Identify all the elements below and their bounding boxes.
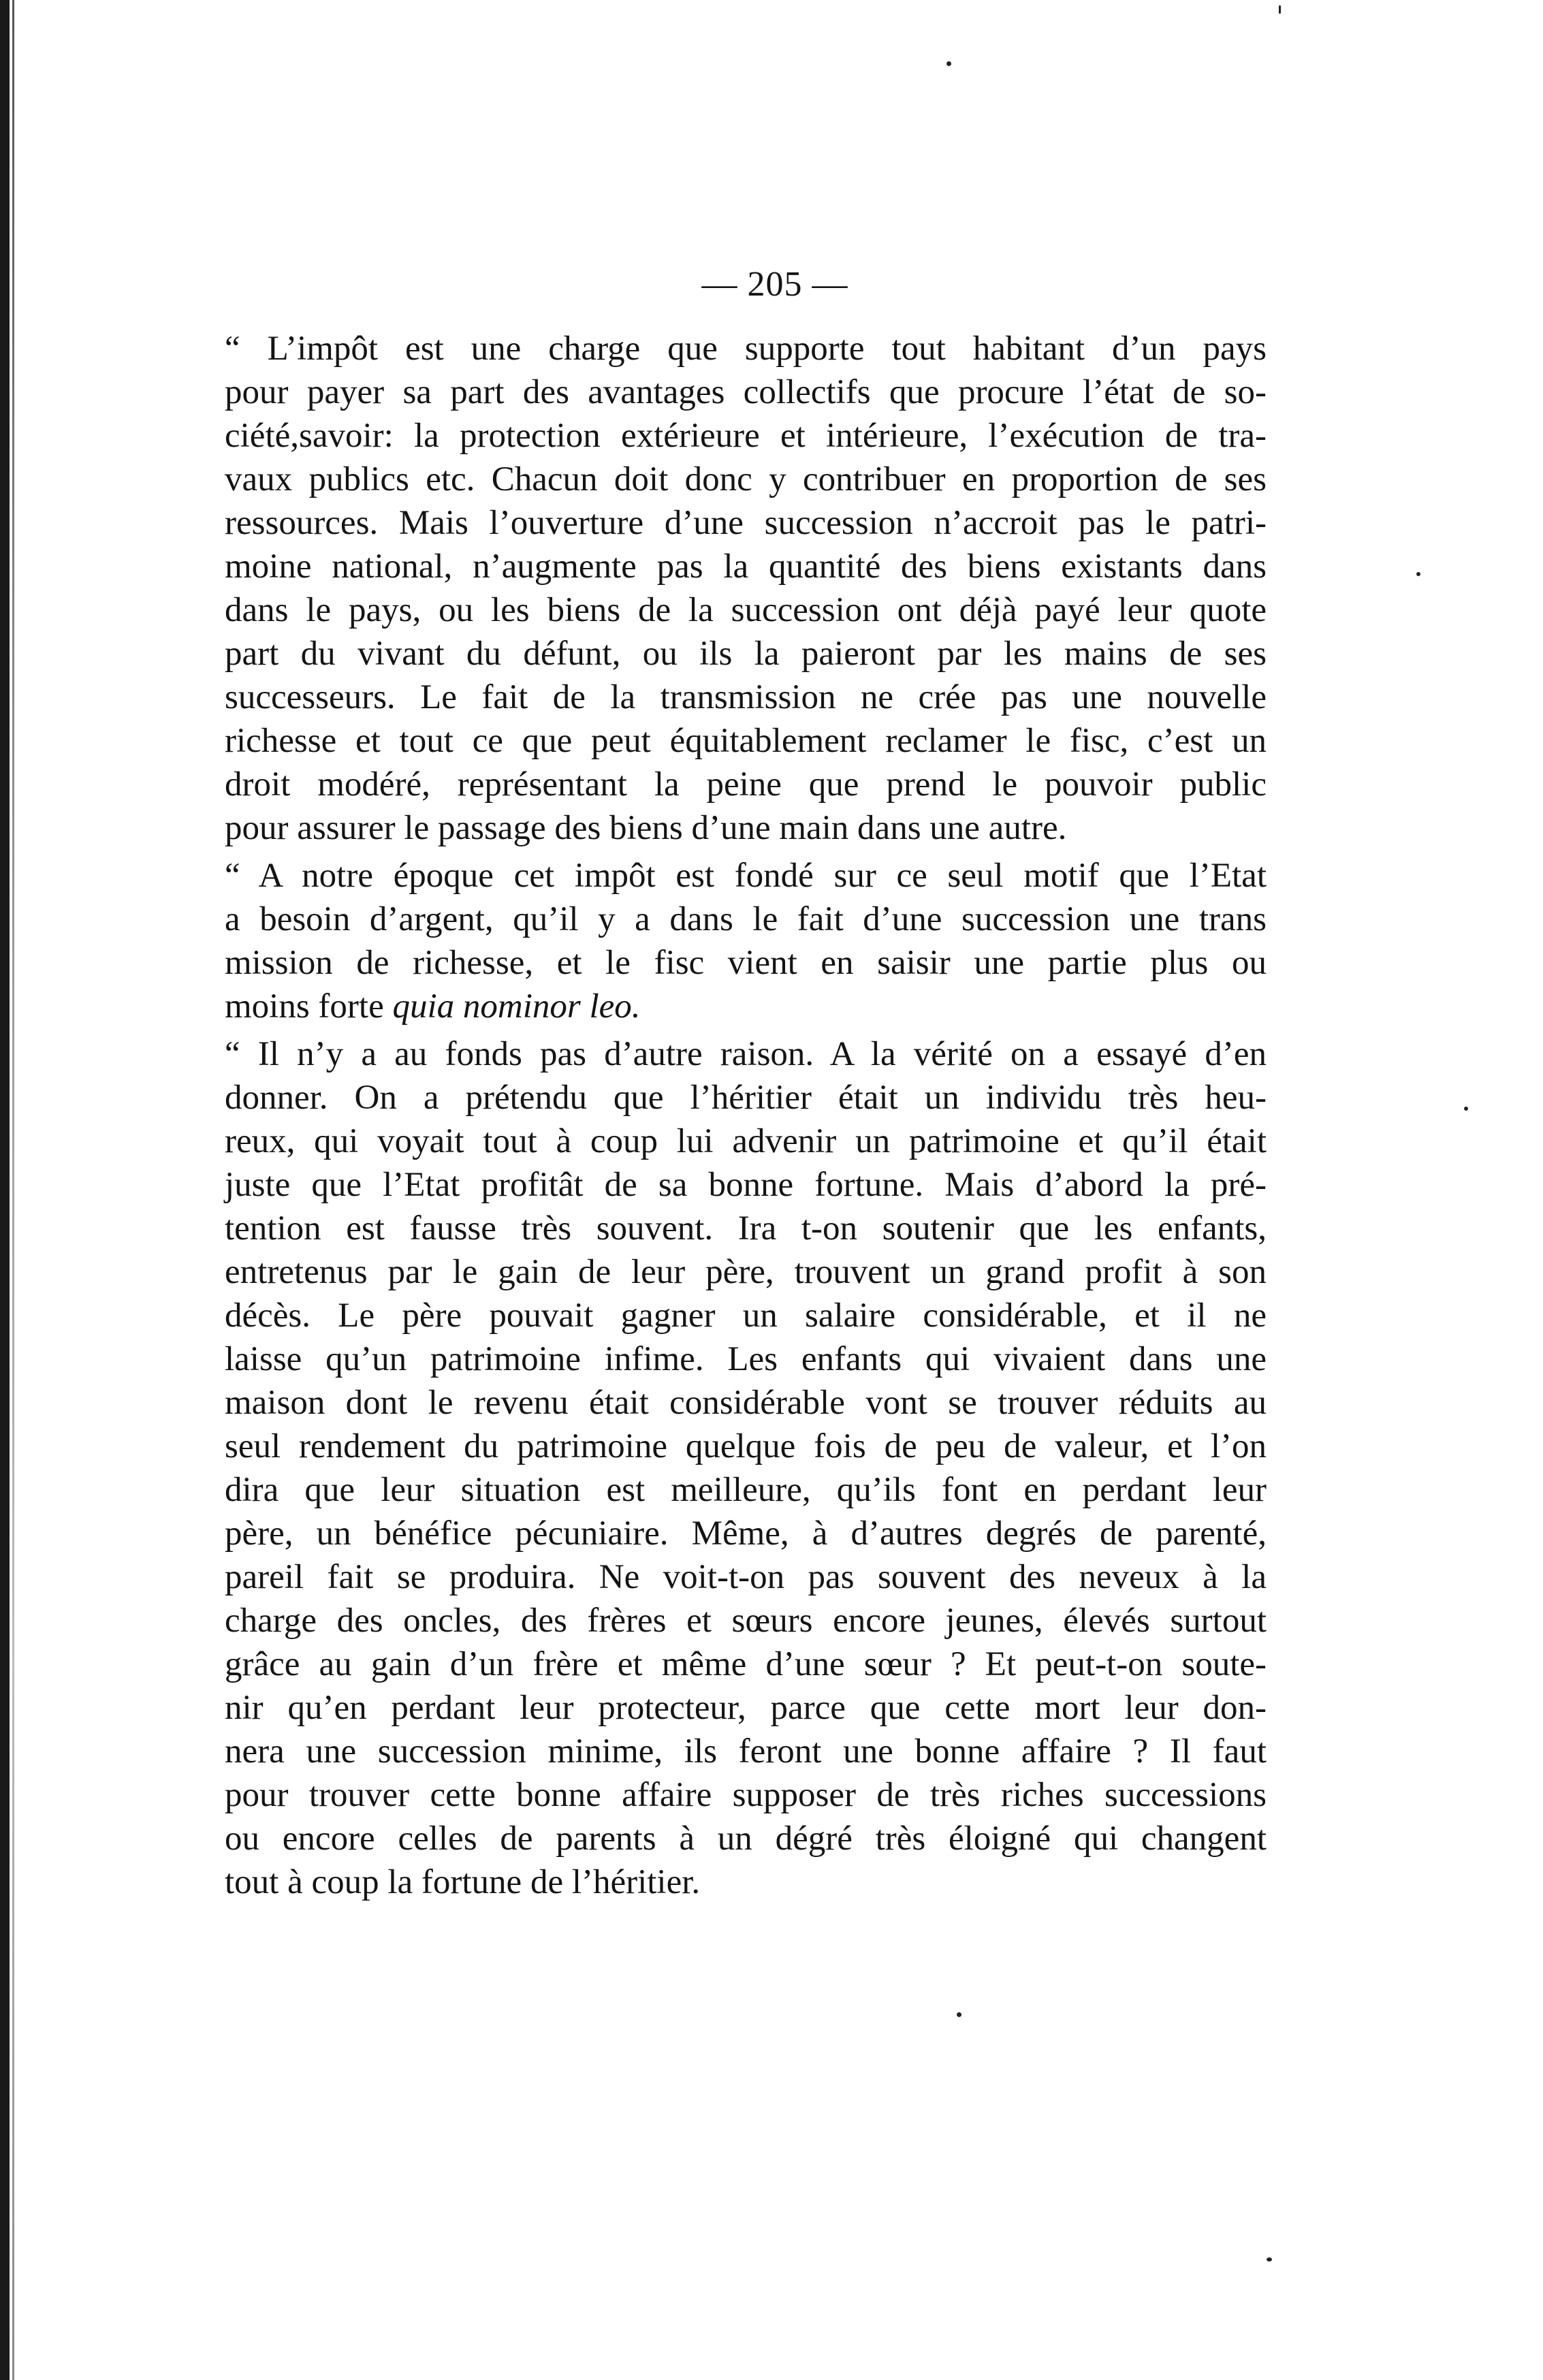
body-text bbox=[225, 327, 1267, 1904]
text-line: a besoin d’argent, qu’il y a dans le fait d’une succession une trans bbox=[225, 900, 1267, 938]
text-line: reux, qui voyait tout à coup lui advenir un patrimoine et qu’il était bbox=[225, 1122, 1267, 1160]
paragraph bbox=[225, 1032, 1267, 1904]
text-line: dans le pays, ou les biens de la succession ont déjà payé leur quote bbox=[225, 591, 1267, 629]
text-line: “ A notre époque cet impôt est fondé sur ce seul motif que l’Etat bbox=[225, 857, 1267, 895]
text-line: laisse qu’un patrimoine infime. Les enfants qui vivaient dans une bbox=[225, 1340, 1267, 1378]
text-line: donner. On a prétendu que l’héritier était un individu très heu- bbox=[225, 1079, 1267, 1117]
text-line: ressources. Mais l’ouverture d’une succession n’accroit pas le patri- bbox=[225, 504, 1267, 542]
scan-speck bbox=[947, 61, 951, 66]
text-line: décès. Le père pouvait gagner un salaire considérable, et il ne bbox=[225, 1297, 1267, 1335]
text-line: tout à coup la fortune de l’héritier. bbox=[225, 1863, 701, 1901]
text-line: “ L’impôt est une charge que supporte tout habitant d’un pays bbox=[225, 330, 1267, 368]
scan-speck bbox=[957, 2012, 961, 2017]
text-line: dira que leur situation est meilleure, qu’ils font en perdant leur bbox=[225, 1471, 1267, 1509]
text-line: seul rendement du patrimoine quelque fois de peu de valeur, et l’on bbox=[225, 1427, 1267, 1465]
text-line: successeurs. Le fait de la transmission ne crée pas une nouvelle bbox=[225, 678, 1267, 716]
text-line: grâce au gain d’un frère et même d’une sœur ? Et peut-t-on soute- bbox=[225, 1645, 1267, 1683]
text-line: richesse et tout ce que peut équitablement reclamer le fisc, c’est un bbox=[225, 722, 1267, 760]
paragraph bbox=[225, 854, 1267, 1028]
text-line: moine national, n’augmente pas la quantité des biens existants dans bbox=[225, 548, 1267, 586]
text-line: mission de richesse, et le fisc vient en saisir une partie plus ou bbox=[225, 944, 1267, 982]
scan-speck bbox=[1416, 572, 1420, 576]
text-line: pareil fait se produira. Ne voit-t-on pas souvent des neveux à la bbox=[225, 1558, 1267, 1596]
scan-speck bbox=[1464, 1107, 1468, 1111]
text-line: part du vivant du défunt, ou ils la paieront par les mains de ses bbox=[225, 635, 1267, 673]
text-line: juste que l’Etat profitât de sa bonne fortune. Mais d’abord la pré- bbox=[225, 1166, 1267, 1204]
text-line: pour payer sa part des avantages collectifs que procure l’état de so- bbox=[225, 373, 1267, 411]
scan-speck bbox=[1279, 5, 1281, 14]
text-line: vaux publics etc. Chacun doit donc y contribuer en proportion de ses bbox=[225, 460, 1267, 498]
text-line: maison dont le revenu était considérable vont se trouver réduits au bbox=[225, 1384, 1267, 1422]
text-line: nir qu’en perdant leur protecteur, parce que cette mort leur don- bbox=[225, 1689, 1267, 1727]
text-line: tention est fausse très souvent. Ira t-on soutenir que les enfants, bbox=[225, 1209, 1267, 1248]
scan-binding-edge bbox=[0, 0, 10, 2380]
text-fragment: moins forte bbox=[225, 987, 393, 1026]
text-line: pour trouver cette bonne affaire supposer de très riches successions bbox=[225, 1776, 1267, 1814]
text-line: “ Il n’y a au fonds pas d’autre raison. A la vérité on a essayé d’en bbox=[225, 1035, 1267, 1073]
text-line bbox=[225, 985, 1267, 1028]
text-line: charge des oncles, des frères et sœurs encore jeunes, élevés surtout bbox=[225, 1602, 1267, 1640]
paragraph bbox=[225, 327, 1267, 850]
scan-speck bbox=[1267, 2257, 1272, 2262]
text-line: ou encore celles de parents à un dégré très éloigné qui changent bbox=[225, 1820, 1267, 1858]
text-line: père, un bénéfice pécuniaire. Même, à d’autres degrés de parenté, bbox=[225, 1514, 1267, 1553]
text-line: droit modéré, représentant la peine que prend le pouvoir public bbox=[225, 765, 1267, 804]
text-line: pour assurer le passage des biens d’une main dans une autre. bbox=[225, 809, 1067, 847]
latin-phrase: quia nominor leo. bbox=[392, 987, 641, 1026]
text-line: ciété,savoir: la protection extérieure et intérieure, l’exécution de tra- bbox=[225, 417, 1267, 455]
scan-binding-line bbox=[12, 0, 14, 2380]
text-line: nera une succession minime, ils feront une bonne affaire ? Il faut bbox=[225, 1732, 1267, 1771]
page-number: — 205 — bbox=[701, 265, 848, 304]
text-line: entretenus par le gain de leur père, trouvent un grand profit à son bbox=[225, 1253, 1267, 1291]
